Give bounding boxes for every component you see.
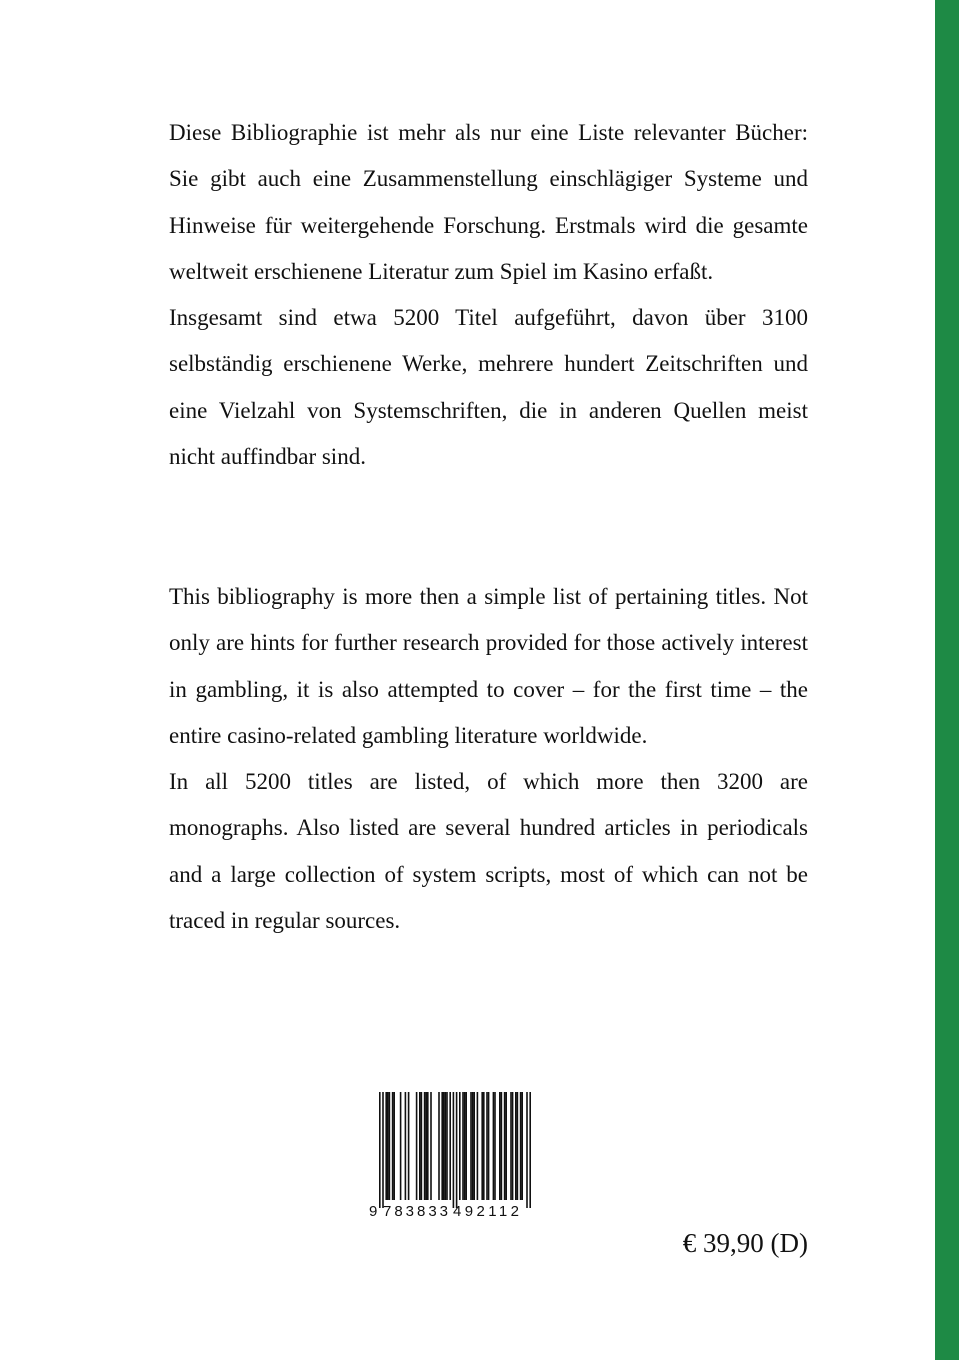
english-paragraph-2: In all 5200 titles are listed, of which more then 3200 are monographs. Also listed are several hundred articles in periodicals and a large collection of system scripts, most of which can not be traced in regular sources. xyxy=(169,769,808,934)
barcode-bar xyxy=(494,1092,496,1200)
green-spine-band xyxy=(935,0,959,1360)
barcode-bar xyxy=(453,1092,455,1208)
barcode-bar xyxy=(477,1092,479,1200)
barcode-bar xyxy=(385,1092,387,1200)
english-description xyxy=(169,574,808,944)
german-paragraph-1: Diese Bibliographie ist mehr als nur eine Liste relevanter Bücher: Sie gibt auch eine Zusammenstellung einschlägiger Systeme und Hinweise für weitergehende Forschung. Erstmals wird die gesamte weltweit erschienene Literatur zum Spiel im Kasino erfaßt. xyxy=(169,120,808,284)
price-label: € 39,90 (D) xyxy=(682,1228,808,1258)
barcode-bar xyxy=(449,1092,451,1200)
barcode-bar xyxy=(424,1092,426,1200)
barcode-bar xyxy=(464,1092,466,1200)
barcode-bar xyxy=(493,1092,495,1200)
barcode-bar xyxy=(456,1092,458,1208)
barcode-bar xyxy=(472,1092,474,1200)
barcode-bar xyxy=(421,1092,423,1200)
barcode-bars xyxy=(379,1092,531,1208)
barcode-bar xyxy=(405,1092,407,1200)
barcode-bar xyxy=(465,1092,467,1200)
barcode-bar xyxy=(427,1092,429,1200)
barcode-bar xyxy=(510,1092,512,1200)
barcode-bar xyxy=(379,1092,381,1208)
barcode-bar xyxy=(488,1092,490,1200)
barcode-bar xyxy=(408,1092,410,1200)
barcode-bar xyxy=(382,1092,384,1208)
barcode-digit-left-group: 783833 xyxy=(383,1203,448,1220)
barcode-bar xyxy=(504,1092,506,1200)
barcode-bar xyxy=(470,1092,472,1200)
barcode-digit-right-group: 492112 xyxy=(453,1203,519,1220)
barcode-bar xyxy=(483,1092,485,1200)
barcode-bar xyxy=(425,1092,427,1200)
barcode-bar xyxy=(400,1092,402,1200)
barcode-bar xyxy=(416,1092,418,1200)
isbn-barcode xyxy=(367,1092,533,1222)
barcode-bar xyxy=(517,1092,519,1200)
barcode-bar xyxy=(486,1092,488,1200)
barcode-bar xyxy=(462,1092,464,1200)
barcode-bar xyxy=(499,1092,501,1200)
barcode-bar xyxy=(529,1092,531,1208)
barcode-bar xyxy=(430,1092,432,1200)
barcode-bar xyxy=(505,1092,507,1200)
german-description xyxy=(169,110,808,480)
barcode-bar xyxy=(526,1092,528,1208)
barcode-bar xyxy=(389,1092,391,1200)
barcode-bar xyxy=(512,1092,514,1200)
barcode-bar xyxy=(521,1092,523,1200)
barcode-digit-first: 9 xyxy=(369,1203,378,1220)
barcode-bar xyxy=(441,1092,443,1200)
barcode-bar xyxy=(481,1092,483,1200)
barcode-bar xyxy=(501,1092,503,1200)
barcode-bar xyxy=(392,1092,394,1200)
barcode-bar xyxy=(443,1092,445,1200)
barcode-bar xyxy=(419,1092,421,1200)
barcode-bar xyxy=(520,1092,522,1200)
barcode-bar xyxy=(438,1092,440,1200)
english-paragraph-1: This bibliography is more then a simple list of pertaining titles. Not only are hints for further research provided for those actively interest in gambling, it is also attempted to cover – for the first time – the entire casino-related gambling literature worldwide. xyxy=(169,584,808,748)
barcode-bar xyxy=(446,1092,448,1200)
barcode-bar xyxy=(393,1092,395,1200)
barcode-bar xyxy=(459,1092,461,1200)
barcode-bar xyxy=(515,1092,517,1200)
barcode-bar xyxy=(387,1092,389,1200)
barcode-bar xyxy=(473,1092,475,1200)
barcode-bar xyxy=(445,1092,447,1200)
german-paragraph-2: Insgesamt sind etwa 5200 Titel aufgeführt, davon über 3100 selbständig erschienene Werke, mehrere hundert Zeitschriften und eine Vielzahl von Systemschriften, die in anderen Quellen meist nicht auffindbar sind. xyxy=(169,305,808,470)
